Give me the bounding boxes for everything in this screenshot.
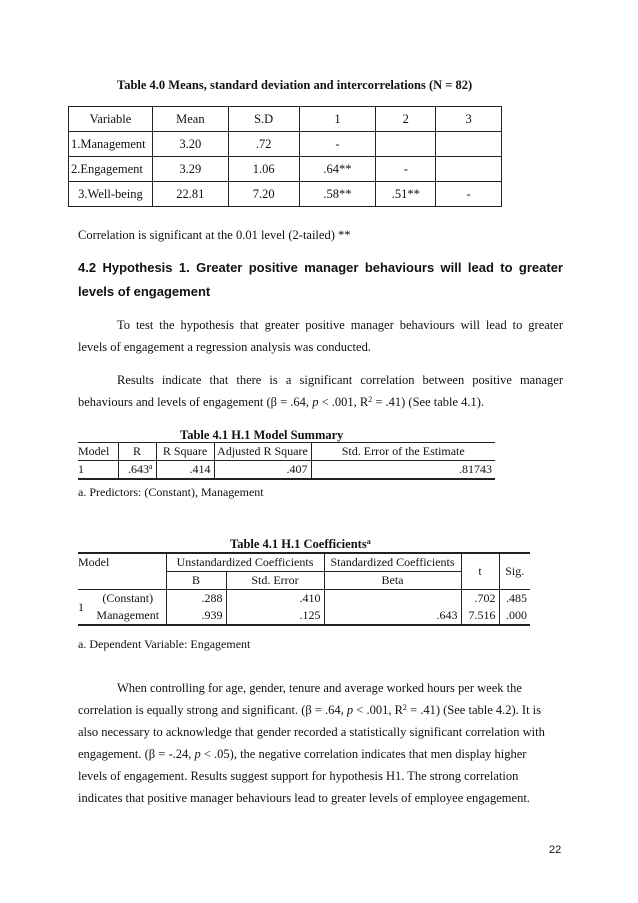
header-b: B <box>166 572 226 590</box>
cell-model-number: 1 <box>78 590 90 626</box>
table-header-row <box>78 443 495 461</box>
cell: 3.29 <box>152 157 228 182</box>
header-variable: Variable <box>69 107 153 132</box>
header-mean: Mean <box>152 107 228 132</box>
header-model: Model <box>78 553 166 572</box>
paragraph-2 <box>78 369 563 413</box>
cell-b: .939 <box>166 607 226 625</box>
table-row <box>78 461 495 480</box>
page-number: 22 <box>549 844 562 856</box>
section-heading <box>78 256 563 304</box>
header-model: Model <box>78 443 118 461</box>
coefficients-table <box>78 552 530 626</box>
model-summary-caption: Table 4.1 H.1 Model Summary <box>180 428 344 442</box>
table-row <box>78 607 530 625</box>
cell: .51** <box>376 182 436 207</box>
header-standardized: Standardized Coefficients <box>324 553 461 572</box>
paragraph-3-line-4: engagement. (β = -.24, p < .05), the negative correlation indicates that men display higher <box>78 747 527 761</box>
heading-line-1: 4.2 Hypothesis 1. Greater positive manager behaviours will lead to greater <box>78 260 563 275</box>
cell: 1.06 <box>228 157 299 182</box>
cell: 2.Engagement <box>69 157 153 182</box>
paragraph-2-line-1: Results indicate that there is a significant correlation between positive manager <box>117 373 563 387</box>
cell <box>436 157 502 182</box>
cell-t: .702 <box>461 590 499 608</box>
cell-beta <box>324 590 461 608</box>
cell: - <box>436 182 502 207</box>
cell-label: (Constant) <box>102 591 154 605</box>
header-sd: S.D <box>228 107 299 132</box>
model-summary-table <box>78 442 495 480</box>
table-row <box>69 157 502 182</box>
header-std-error: Std. Error of the Estimate <box>311 443 495 461</box>
paragraph-3-line-6: indicates that positive manager behaviours lead to greater levels of employee engagement. <box>78 791 530 805</box>
header-beta: Beta <box>324 572 461 590</box>
paragraph-2-line-2: behaviours and levels of engagement (β = .64, p < .001, $R^2 = .41$) (See table 4.1). <box>78 395 485 409</box>
cell-std-error: .81743 <box>311 461 495 480</box>
table-4-0 <box>68 106 502 207</box>
cell-sig: .485 <box>499 590 530 608</box>
cell <box>436 132 502 157</box>
cell-model: 1 <box>78 461 118 480</box>
cell-std-error: .125 <box>226 607 324 625</box>
cell: 1.Management <box>69 132 153 157</box>
header-unstandardized: Unstandardized Coefficients <box>166 553 324 572</box>
cell: 3.20 <box>152 132 228 157</box>
header-r-square: R Square <box>156 443 214 461</box>
cell: .72 <box>228 132 299 157</box>
cell <box>376 132 436 157</box>
cell-adj-r-square: .407 <box>214 461 311 480</box>
header-adj-r-square: Adjusted R Square <box>214 443 311 461</box>
header-1: 1 <box>299 107 376 132</box>
cell-label: Management <box>90 607 166 625</box>
cell: 7.20 <box>228 182 299 207</box>
table-row <box>69 132 502 157</box>
table-4-0-note: Correlation is significant at the 0.01 level (2-tailed) ** <box>78 228 351 242</box>
cell-b: .288 <box>166 590 226 608</box>
table-row <box>69 182 502 207</box>
cell-sig: .000 <box>499 607 530 625</box>
coefficients-caption: Table 4.1 H.1 Coefficients$^a$ <box>230 537 371 551</box>
cell: .64** <box>299 157 376 182</box>
heading-line-2: levels of engagement <box>78 284 211 299</box>
cell: - <box>299 132 376 157</box>
header-sig: Sig. <box>499 553 530 590</box>
table-4-0-caption: Table 4.0 Means, standard deviation and intercorrelations (N = 82) <box>117 78 473 92</box>
header-2: 2 <box>376 107 436 132</box>
coefficients-footnote: a. Dependent Variable: Engagement <box>78 637 251 651</box>
cell: - <box>376 157 436 182</box>
paragraph-1-line-2: levels of engagement a regression analysis was conducted. <box>78 340 371 354</box>
cell-std-error: .410 <box>226 590 324 608</box>
paragraph-3-line-3: also necessary to acknowledge that gender recorded a statistically significant correlation with <box>78 725 545 739</box>
paragraph-3 <box>78 677 563 809</box>
cell-beta: .643 <box>324 607 461 625</box>
header-r: R <box>118 443 156 461</box>
cell: .58** <box>299 182 376 207</box>
cell: 22.81 <box>152 182 228 207</box>
paragraph-3-line-5: levels of engagement. Results suggest support for hypothesis H1. The strong correlation <box>78 769 519 783</box>
paragraph-3-line-1: When controlling for age, gender, tenure and average worked hours per week the <box>117 681 522 695</box>
table-row <box>78 590 530 608</box>
cell-t: 7.516 <box>461 607 499 625</box>
cell-r: .643$^a$ <box>118 461 156 480</box>
paragraph-3-line-2: correlation is equally strong and significant. (β = .64, p < .001, $R^2 = .41$) (See table 4.2). It is <box>78 703 542 717</box>
header-t: t <box>461 553 499 590</box>
paragraph-1 <box>78 314 563 358</box>
cell: 3.Well-being <box>69 182 153 207</box>
table-header-row <box>69 107 502 132</box>
header-3: 3 <box>436 107 502 132</box>
header-std-error: Std. Error <box>226 572 324 590</box>
model-summary-footnote: a. Predictors: (Constant), Management <box>78 485 264 499</box>
paragraph-1-line-1: To test the hypothesis that greater positive manager behaviours will lead to greater <box>117 318 563 332</box>
cell-r-square: .414 <box>156 461 214 480</box>
